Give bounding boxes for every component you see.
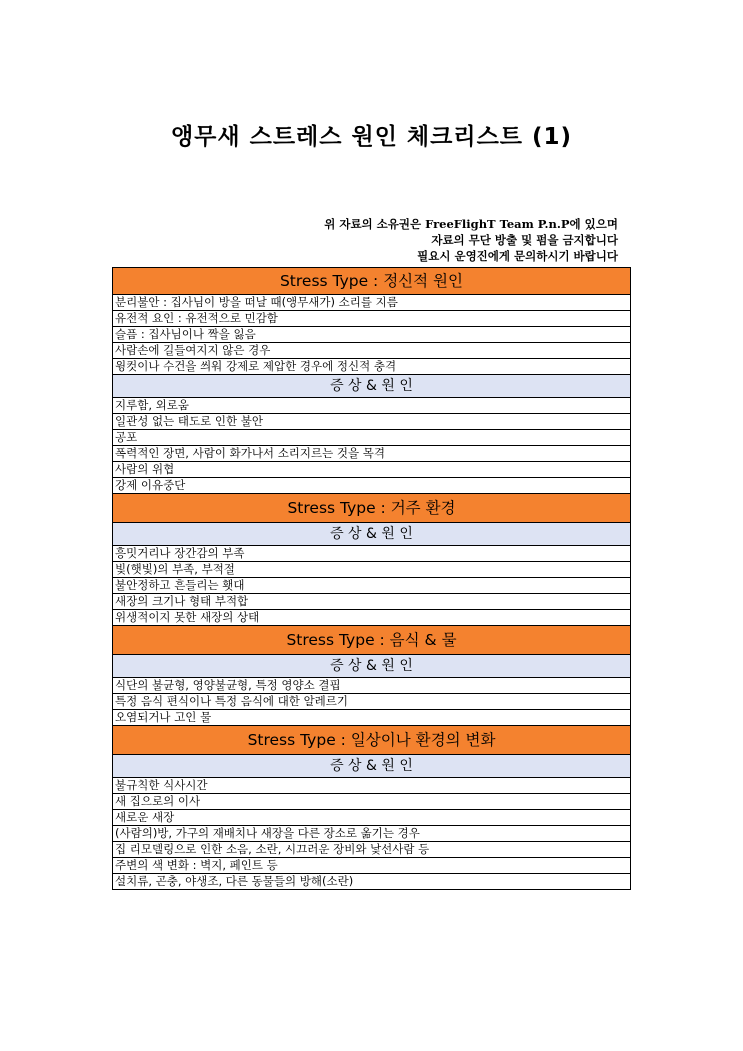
checklist-item: 새장의 크기나 형태 부적합 (113, 594, 631, 610)
checklist-item: 빛(햇빛)의 부족, 부적절 (113, 562, 631, 578)
checklist-item: 폭력적인 장면, 사람이 화가나서 소리지르는 것을 목격 (113, 446, 631, 462)
category-header: Stress Type : 음식 & 물 (113, 626, 631, 655)
subheader-row: 증 상 & 원 인 (113, 375, 631, 398)
checklist-item: 오염되거나 고인 물 (113, 710, 631, 726)
subheader-row: 증 상 & 원 인 (113, 655, 631, 678)
checklist-item: 사람손에 길들여지지 않은 경우 (113, 343, 631, 359)
checklist-item: 식단의 불균형, 영양불균형, 특정 영양소 결핍 (113, 678, 631, 694)
checklist-item: 흥밋거리나 장간감의 부족 (113, 546, 631, 562)
subheader-row: 증 상 & 원 인 (113, 523, 631, 546)
page-title: 앵무새 스트레스 원인 체크리스트 (1) (170, 124, 573, 150)
stress-checklist-table (112, 267, 631, 890)
category-header: Stress Type : 일상이나 환경의 변화 (113, 726, 631, 755)
checklist-item: 일관성 없는 태도로 인한 불안 (113, 414, 631, 430)
copyright-notice (324, 216, 618, 264)
checklist-item: (사람의)방, 가구의 재배치나 새장을 다른 장소로 옮기는 경우 (113, 826, 631, 842)
checklist-item: 유전적 요인 : 유전적으로 민감함 (113, 311, 631, 327)
checklist-item: 지루함, 외로움 (113, 398, 631, 414)
checklist-item: 슬픔 : 집사님이나 짝을 잃음 (113, 327, 631, 343)
notice-line: 자료의 무단 방출 및 펌을 금지합니다 (431, 233, 618, 247)
checklist-item: 불규칙한 식사시간 (113, 778, 631, 794)
checklist-item: 집 리모델링으로 인한 소음, 소란, 시끄러운 장비와 낯선사람 등 (113, 842, 631, 858)
subheader-row: 증 상 & 원 인 (113, 755, 631, 778)
checklist-item: 불안정하고 흔들리는 횃대 (113, 578, 631, 594)
checklist-item: 위생적이지 못한 새장의 상태 (113, 610, 631, 626)
checklist-item: 새 집으로의 이사 (113, 794, 631, 810)
checklist-item: 강제 이유중단 (113, 478, 631, 494)
checklist-item: 새로운 새장 (113, 810, 631, 826)
category-header: Stress Type : 정신적 원인 (113, 268, 631, 295)
checklist-item: 특정 음식 편식이나 특정 음식에 대한 알레르기 (113, 694, 631, 710)
checklist-item: 주변의 색 변화 : 벽지, 페인트 등 (113, 858, 631, 874)
checklist-item: 설치류, 곤충, 야생조, 다른 동물들의 방해(소란) (113, 874, 631, 890)
checklist-item: 분리불안 : 집사님이 방을 떠날 때(앵무새가) 소리를 지름 (113, 295, 631, 311)
checklist-item: 윙컷이나 수건을 씌워 강제로 제압한 경우에 정신적 충격 (113, 359, 631, 375)
notice-line: 필요시 운영진에게 문의하시기 바랍니다 (417, 249, 618, 263)
category-header: Stress Type : 거주 환경 (113, 494, 631, 523)
notice-line: 위 자료의 소유권은 FreeFlighT Team P.n.P에 있으며 (324, 217, 618, 231)
checklist-item: 공포 (113, 430, 631, 446)
checklist-item: 사람의 위협 (113, 462, 631, 478)
